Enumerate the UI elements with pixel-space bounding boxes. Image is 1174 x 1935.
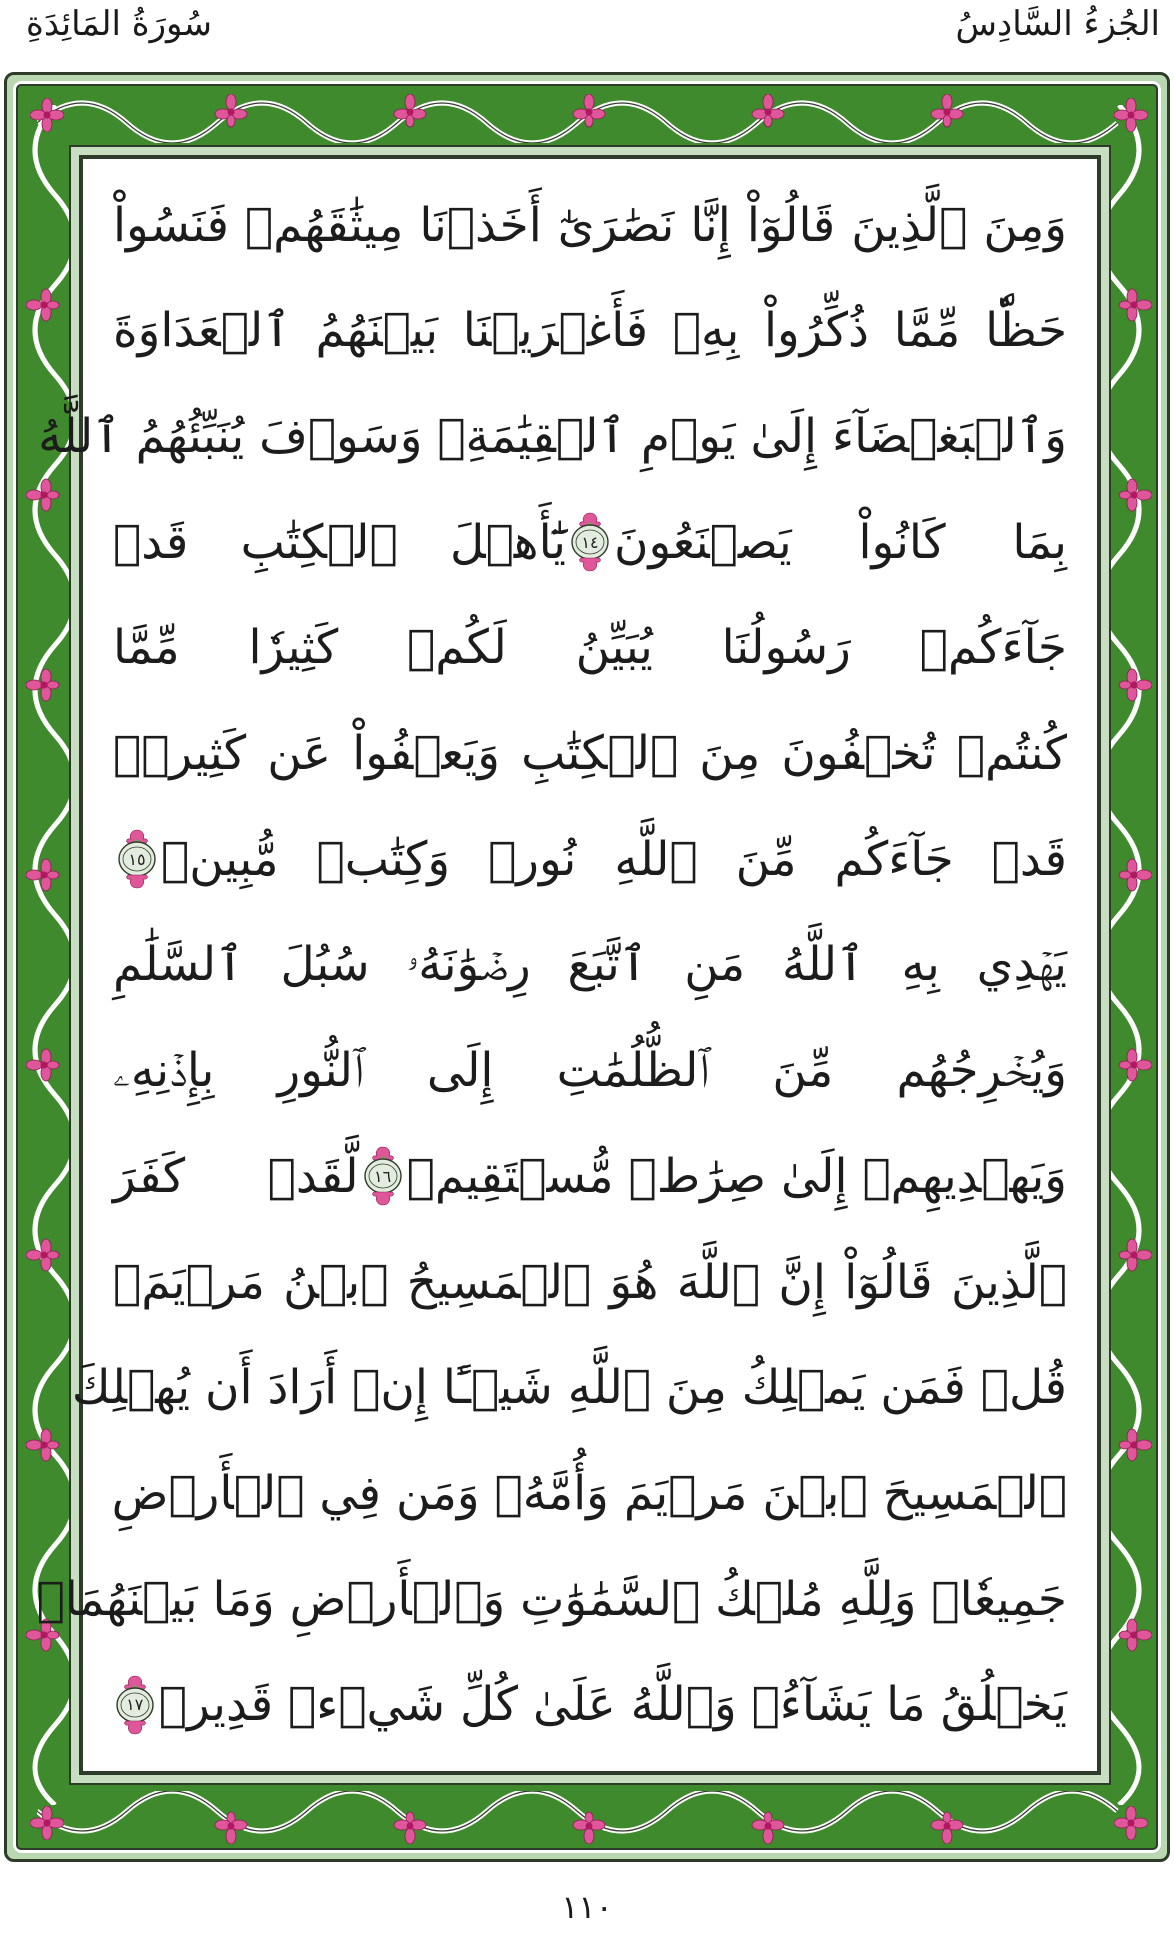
inner-frame (36, 145, 1111, 1785)
flower-icon (393, 1810, 427, 1844)
flower-icon (1118, 288, 1152, 322)
line-text: ٱلَّذِينَ قَالُوٓاْ إِنَّ ٱللَّهَ هُوَ ٱلۡمَسِيحُ ٱبۡنُ مَرۡيَمَۚ (113, 1254, 1067, 1310)
flower-icon (26, 1238, 60, 1272)
flower-icon (751, 1810, 785, 1844)
verse-line-5 (113, 600, 1067, 696)
flower-icon (1118, 858, 1152, 892)
text-panel (36, 155, 1101, 1775)
line-text: يَٰٓأَهۡلَ ٱلۡكِتَٰبِ قَدۡ (113, 514, 566, 570)
flower-icon (572, 94, 606, 128)
verse-line-6 (113, 706, 1067, 802)
flower-icon (1118, 668, 1152, 702)
flower-icon (26, 668, 60, 702)
flower-icon (26, 1428, 60, 1462)
flower-icon (26, 858, 60, 892)
flower-icon (26, 478, 60, 512)
flower-icon (751, 94, 785, 128)
verse-line-1 (113, 177, 1067, 273)
line-text: كُنتُمۡ تُخۡفُونَ مِنَ ٱلۡكِتَٰبِ وَيَعۡفُواْ عَن كَثِيرٖۚ (113, 726, 1067, 782)
ayah-marker (570, 511, 610, 573)
flower-icon (30, 98, 64, 132)
flower-icon (930, 1810, 964, 1844)
verse-line-4 (113, 494, 1067, 590)
line-text: جَآءَكُمۡ رَسُولُنَا يُبَيِّنُ لَكُمۡ كَثِيرٗا مِّمَّا (113, 620, 1067, 676)
line-text: وَمِنَ ٱلَّذِينَ قَالُوٓاْ إِنَّا نَصَٰرَىٰٓ أَخَذۡنَا مِيثَٰقَهُمۡ فَنَسُواْ (113, 197, 1067, 253)
line-text: وَيَهۡدِيهِمۡ إِلَىٰ صِرَٰطٖ مُّسۡتَقِيمٖ (406, 1148, 1067, 1204)
verse-line-7 (113, 811, 1067, 907)
flower-icon (930, 94, 964, 128)
verse-line-15 (113, 1657, 1067, 1753)
flower-icon (214, 94, 248, 128)
line-text: بِمَا كَانُواْ يَصۡنَعُونَ (614, 514, 1067, 570)
ayah-marker (363, 1145, 403, 1207)
line-text: جَمِيعٗاۗ وَلِلَّهِ مُلۡكُ ٱلسَّمَٰوَٰتِ وَٱلۡأَرۡضِ وَمَا بَيۡنَهُمَاۚ (36, 1571, 1067, 1627)
page-header (0, 0, 1174, 62)
juz-title: الجُزءُ السَّادِسُ (955, 4, 1160, 44)
ayah-number: ١٧ (126, 1695, 144, 1715)
verse-line-13 (113, 1445, 1067, 1541)
line-text: لَّقَدۡ كَفَرَ (113, 1148, 359, 1204)
verse-line-10 (113, 1128, 1067, 1224)
flower-icon (393, 94, 427, 128)
line-text: حَظّٗا مِّمَّا ذُكِّرُواْ بِهِۦ فَأَغۡرَيۡنَا بَيۡنَهُمُ ٱلۡعَدَاوَةَ (113, 303, 1067, 359)
ayah-number: ١٤ (581, 532, 599, 552)
ornamental-frame (4, 72, 1170, 1862)
line-text: وَٱلۡبَغۡضَآءَ إِلَىٰ يَوۡمِ ٱلۡقِيَٰمَةِۚ وَسَوۡفَ يُنَبِّئُهُمُ ٱللَّهُ (38, 408, 1067, 464)
verse-line-9 (113, 1023, 1067, 1119)
verse-line-11 (113, 1234, 1067, 1330)
verse-line-2 (113, 283, 1067, 379)
line-text: قُلۡ فَمَن يَمۡلِكُ مِنَ ٱللَّهِ شَيۡـًٔا إِنۡ أَرَادَ أَن يُهۡلِكَ (71, 1360, 1067, 1416)
surah-title: سُورَةُ المَائِدَةِ (26, 4, 213, 44)
flower-icon (1118, 1618, 1152, 1652)
verse-lines (36, 177, 1067, 1753)
ayah-number: ١٦ (374, 1166, 392, 1186)
ayah-marker (115, 1674, 155, 1736)
ayah-number: ١٥ (128, 849, 146, 869)
verse-line-12 (71, 1340, 1067, 1436)
flower-icon (26, 1048, 60, 1082)
ayah-marker (117, 828, 157, 890)
flower-icon (1114, 98, 1148, 132)
flower-icon (26, 288, 60, 322)
line-text: ٱلۡمَسِيحَ ٱبۡنَ مَرۡيَمَ وَأُمَّهُۥ وَمَن فِي ٱلۡأَرۡضِ (111, 1465, 1067, 1521)
flower-icon (1118, 1428, 1152, 1462)
verse-line-8 (113, 917, 1067, 1013)
verse-line-3 (38, 388, 1067, 484)
flower-icon (572, 1810, 606, 1844)
page-number: ١١٠ (561, 1888, 613, 1926)
flower-icon (1118, 1238, 1152, 1272)
flower-icon (214, 1810, 248, 1844)
flower-icon (1118, 478, 1152, 512)
line-text: يَخۡلُقُ مَا يَشَآءُۚ وَٱللَّهُ عَلَىٰ كُلِّ شَيۡءٖ قَدِيرٞ (158, 1677, 1067, 1733)
verse-line-14 (36, 1551, 1067, 1647)
line-text: يَهۡدِي بِهِ ٱللَّهُ مَنِ ٱتَّبَعَ رِضۡوَٰنَهُۥ سُبُلَ ٱلسَّلَٰمِ (113, 936, 1067, 992)
flower-icon (30, 1806, 64, 1840)
flower-icon (1114, 1806, 1148, 1840)
line-text: وَيُخۡرِجُهُم مِّنَ ٱلظُّلُمَٰتِ إِلَى ٱلنُّورِ بِإِذۡنِهِۦ (113, 1042, 1067, 1098)
flower-icon (1118, 1048, 1152, 1082)
line-text: قَدۡ جَآءَكُم مِّنَ ٱللَّهِ نُورٞ وَكِتَٰبٞ مُّبِينٞ (161, 831, 1067, 887)
